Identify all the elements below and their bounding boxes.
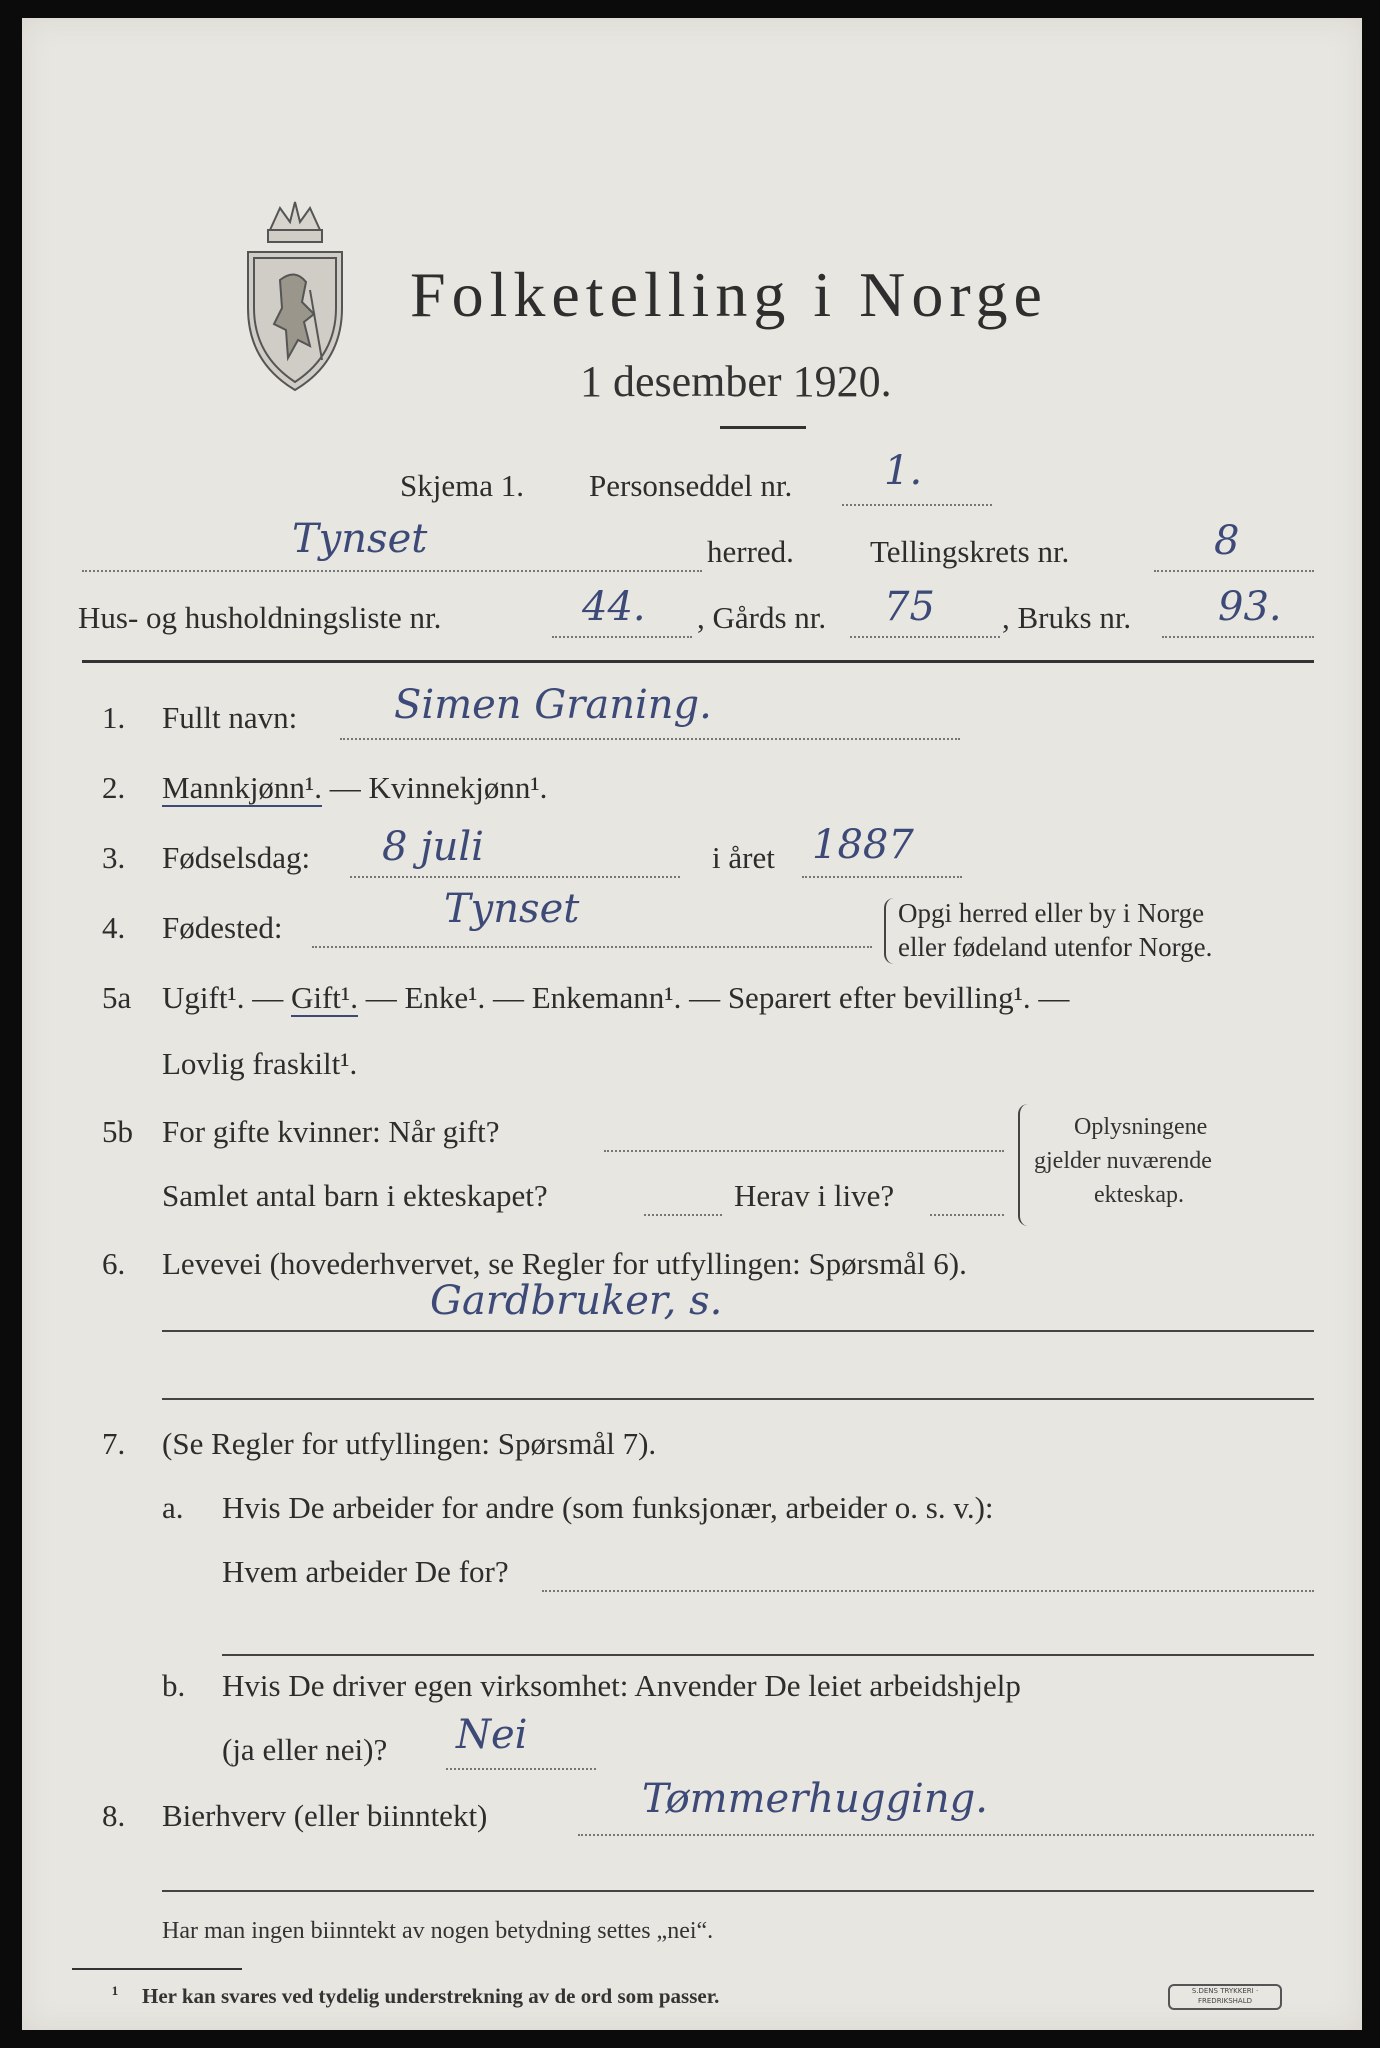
q5b-alive: Herav i live? bbox=[734, 1178, 895, 1213]
hired-help-value: Nei bbox=[456, 1712, 528, 1758]
personseddel-value: 1. bbox=[884, 448, 923, 494]
q2-options bbox=[162, 770, 547, 806]
q5a-options bbox=[162, 980, 1069, 1016]
bruks-line bbox=[1162, 636, 1314, 638]
status-gift: Gift¹. bbox=[290, 980, 358, 1015]
q8-label: Bierhverv (eller biinntekt) bbox=[162, 1798, 488, 1833]
bruks-value: 93. bbox=[1218, 584, 1282, 630]
q7a-line2 bbox=[222, 1654, 1314, 1656]
status-ugift: Ugift¹. — bbox=[162, 980, 284, 1015]
tellingskrets-line bbox=[1154, 570, 1314, 572]
q7b-question: (ja eller nei)? bbox=[222, 1732, 388, 1767]
birth-year-value: 1887 bbox=[812, 822, 914, 868]
q7-number: 7. bbox=[102, 1426, 126, 1461]
q4-brace bbox=[884, 898, 894, 964]
q8-number: 8. bbox=[102, 1798, 126, 1833]
gards-line bbox=[850, 636, 1000, 638]
q6-number: 6. bbox=[102, 1246, 126, 1281]
occupation-value: Gardbruker, s. bbox=[430, 1278, 723, 1324]
census-form bbox=[22, 18, 1362, 2030]
q4-note-line1: Opgi herred eller by i Norge bbox=[898, 898, 1205, 928]
q3-number: 3. bbox=[102, 840, 126, 875]
q4-line bbox=[312, 946, 872, 948]
gards-value: 75 bbox=[884, 584, 935, 630]
q7b-text: Hvis De driver egen virksomhet: Anvender De leiet arbeidshjelp bbox=[222, 1668, 1021, 1703]
printer-stamp: S.DENS TRYKKERI · FREDRIKSHALD bbox=[1168, 1984, 1282, 2010]
q6-line2 bbox=[162, 1398, 1314, 1400]
footer-note: Har man ingen biinntekt av nogen betydning settes „nei“. bbox=[162, 1918, 714, 1944]
q3-year-line bbox=[802, 876, 962, 878]
footnote-mark: ¹ bbox=[112, 1982, 119, 2006]
q4-note-line2: eller fødeland utenfor Norge. bbox=[898, 932, 1213, 962]
q7-label: (Se Regler for utfyllingen: Spørsmål 7). bbox=[162, 1426, 657, 1461]
status-fraskilt: Lovlig fraskilt¹. bbox=[162, 1046, 358, 1081]
side-income-value: Tømmerhugging. bbox=[642, 1776, 988, 1822]
q4-number: 4. bbox=[102, 910, 126, 945]
gender-separator: — bbox=[321, 770, 369, 805]
q1-label: Fullt navn: bbox=[162, 700, 298, 735]
gender-female: Kvinnekjønn¹. bbox=[368, 770, 548, 805]
hus-line bbox=[552, 636, 692, 638]
bruks-label: , Bruks nr. bbox=[1002, 600, 1132, 635]
coat-of-arms-icon bbox=[240, 190, 350, 400]
tellingskrets-value: 8 bbox=[1214, 518, 1240, 564]
q8-line2 bbox=[162, 1890, 1314, 1892]
personseddel-label: Personseddel nr. bbox=[589, 468, 793, 503]
q7b-line bbox=[446, 1768, 596, 1770]
q1-number: 1. bbox=[102, 700, 126, 735]
q5b-alive-line bbox=[930, 1214, 1004, 1216]
q5b-brace bbox=[1018, 1104, 1030, 1226]
title-divider bbox=[720, 426, 806, 429]
q5b-number: 5b bbox=[102, 1114, 133, 1149]
q5b-children-line bbox=[644, 1214, 722, 1216]
q3-year-label: i året bbox=[712, 840, 775, 875]
q5b-note-line1: Oplysningene bbox=[1074, 1114, 1208, 1140]
q3-label: Fødselsdag: bbox=[162, 840, 311, 875]
census-date: 1 desember 1920. bbox=[580, 357, 892, 406]
q8-line1 bbox=[578, 1834, 1314, 1836]
q7a-text: Hvis De arbeider for andre (som funksjonær, arbeider o. s. v.): bbox=[222, 1490, 994, 1525]
q7b-letter: b. bbox=[162, 1668, 186, 1703]
q6-label: Levevei (hovederhvervet, se Regler for utfyllingen: Spørsmål 6). bbox=[162, 1246, 967, 1281]
herred-line bbox=[82, 570, 702, 572]
footnote-separator bbox=[72, 1968, 242, 1970]
gender-male: Mannkjønn¹. bbox=[162, 770, 322, 805]
q5b-note-line3: ekteskap. bbox=[1094, 1182, 1184, 1208]
birthplace-value: Tynset bbox=[444, 886, 580, 932]
hus-value: 44. bbox=[582, 584, 646, 630]
q7a-question: Hvem arbeider De for? bbox=[222, 1554, 509, 1589]
q6-line1 bbox=[162, 1330, 1314, 1332]
hus-label: Hus- og husholdningsliste nr. bbox=[78, 600, 442, 635]
q5a-number: 5a bbox=[102, 980, 132, 1015]
q2-number: 2. bbox=[102, 770, 126, 805]
personseddel-line bbox=[842, 504, 992, 506]
page-title: Folketelling i Norge bbox=[410, 259, 1048, 330]
q5b-children-total: Samlet antal barn i ekteskapet? bbox=[162, 1178, 548, 1213]
q4-label: Fødested: bbox=[162, 910, 283, 945]
schema-label: Skjema 1. bbox=[400, 468, 524, 503]
q7a-letter: a. bbox=[162, 1490, 184, 1525]
tellingskrets-label: Tellingskrets nr. bbox=[870, 534, 1070, 569]
footnote-text: Her kan svares ved tydelig understrekning av de ord som passer. bbox=[142, 1984, 720, 2008]
q1-line bbox=[340, 738, 960, 740]
q3-date-line bbox=[350, 876, 680, 878]
full-name-value: Simen Graning. bbox=[394, 682, 712, 728]
q7a-line1 bbox=[542, 1590, 1314, 1592]
herred-value: Tynset bbox=[292, 516, 428, 562]
q5b-married-when: For gifte kvinner: Når gift? bbox=[162, 1114, 500, 1149]
birth-date-value: 8 juli bbox=[382, 824, 484, 870]
status-others: — Enke¹. — Enkemann¹. — Separert efter bevilling¹. — bbox=[365, 980, 1070, 1015]
herred-label: herred. bbox=[707, 534, 794, 569]
q5b-line1 bbox=[604, 1150, 1004, 1152]
header-separator bbox=[82, 660, 1314, 663]
gards-label: , Gårds nr. bbox=[697, 600, 827, 635]
q5b-note-line2: gjelder nuværende bbox=[1034, 1148, 1212, 1174]
